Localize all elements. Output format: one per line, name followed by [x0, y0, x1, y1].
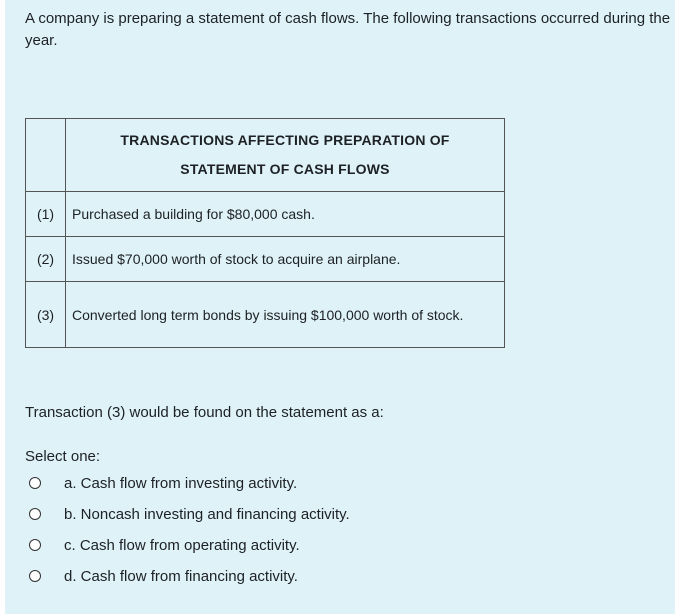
row-number: (1) [26, 192, 66, 237]
radio-button[interactable] [29, 508, 41, 520]
option-label[interactable]: d. Cash flow from financing activity. [64, 567, 298, 585]
option-label[interactable]: b. Noncash investing and financing activity. [64, 505, 350, 523]
row-description: Purchased a building for $80,000 cash. [66, 192, 505, 237]
table-header [66, 119, 505, 192]
question-card [5, 0, 675, 614]
table-header-row [26, 119, 505, 192]
option-c[interactable] [29, 533, 300, 557]
radio-button[interactable] [29, 570, 41, 582]
row-description: Issued $70,000 worth of stock to acquire an airplane. [66, 237, 505, 282]
row-number: (2) [26, 237, 66, 282]
option-d[interactable] [29, 564, 298, 588]
table-row [26, 192, 505, 237]
followup-question: Transaction (3) would be found on the statement as a: [25, 404, 384, 421]
header-line-2: STATEMENT OF CASH FLOWS [180, 161, 390, 177]
header-line-1: TRANSACTIONS AFFECTING PREPARATION OF [120, 132, 450, 148]
table-row [26, 282, 505, 348]
option-label[interactable]: c. Cash flow from operating activity. [64, 536, 300, 554]
header-empty-cell [26, 119, 66, 192]
option-label[interactable]: a. Cash flow from investing activity. [64, 474, 298, 492]
table-row [26, 237, 505, 282]
question-text: A company is preparing a statement of cash flows. The following transactions occurred during the year. [25, 10, 671, 49]
radio-button[interactable] [29, 477, 41, 489]
select-one-label: Select one: [25, 448, 101, 465]
transactions-table [25, 118, 505, 348]
option-a[interactable] [29, 471, 297, 495]
radio-button[interactable] [29, 539, 41, 551]
option-b[interactable] [29, 502, 350, 526]
row-number: (3) [26, 282, 66, 348]
row-description: Converted long term bonds by issuing $100,000 worth of stock. [66, 282, 505, 348]
